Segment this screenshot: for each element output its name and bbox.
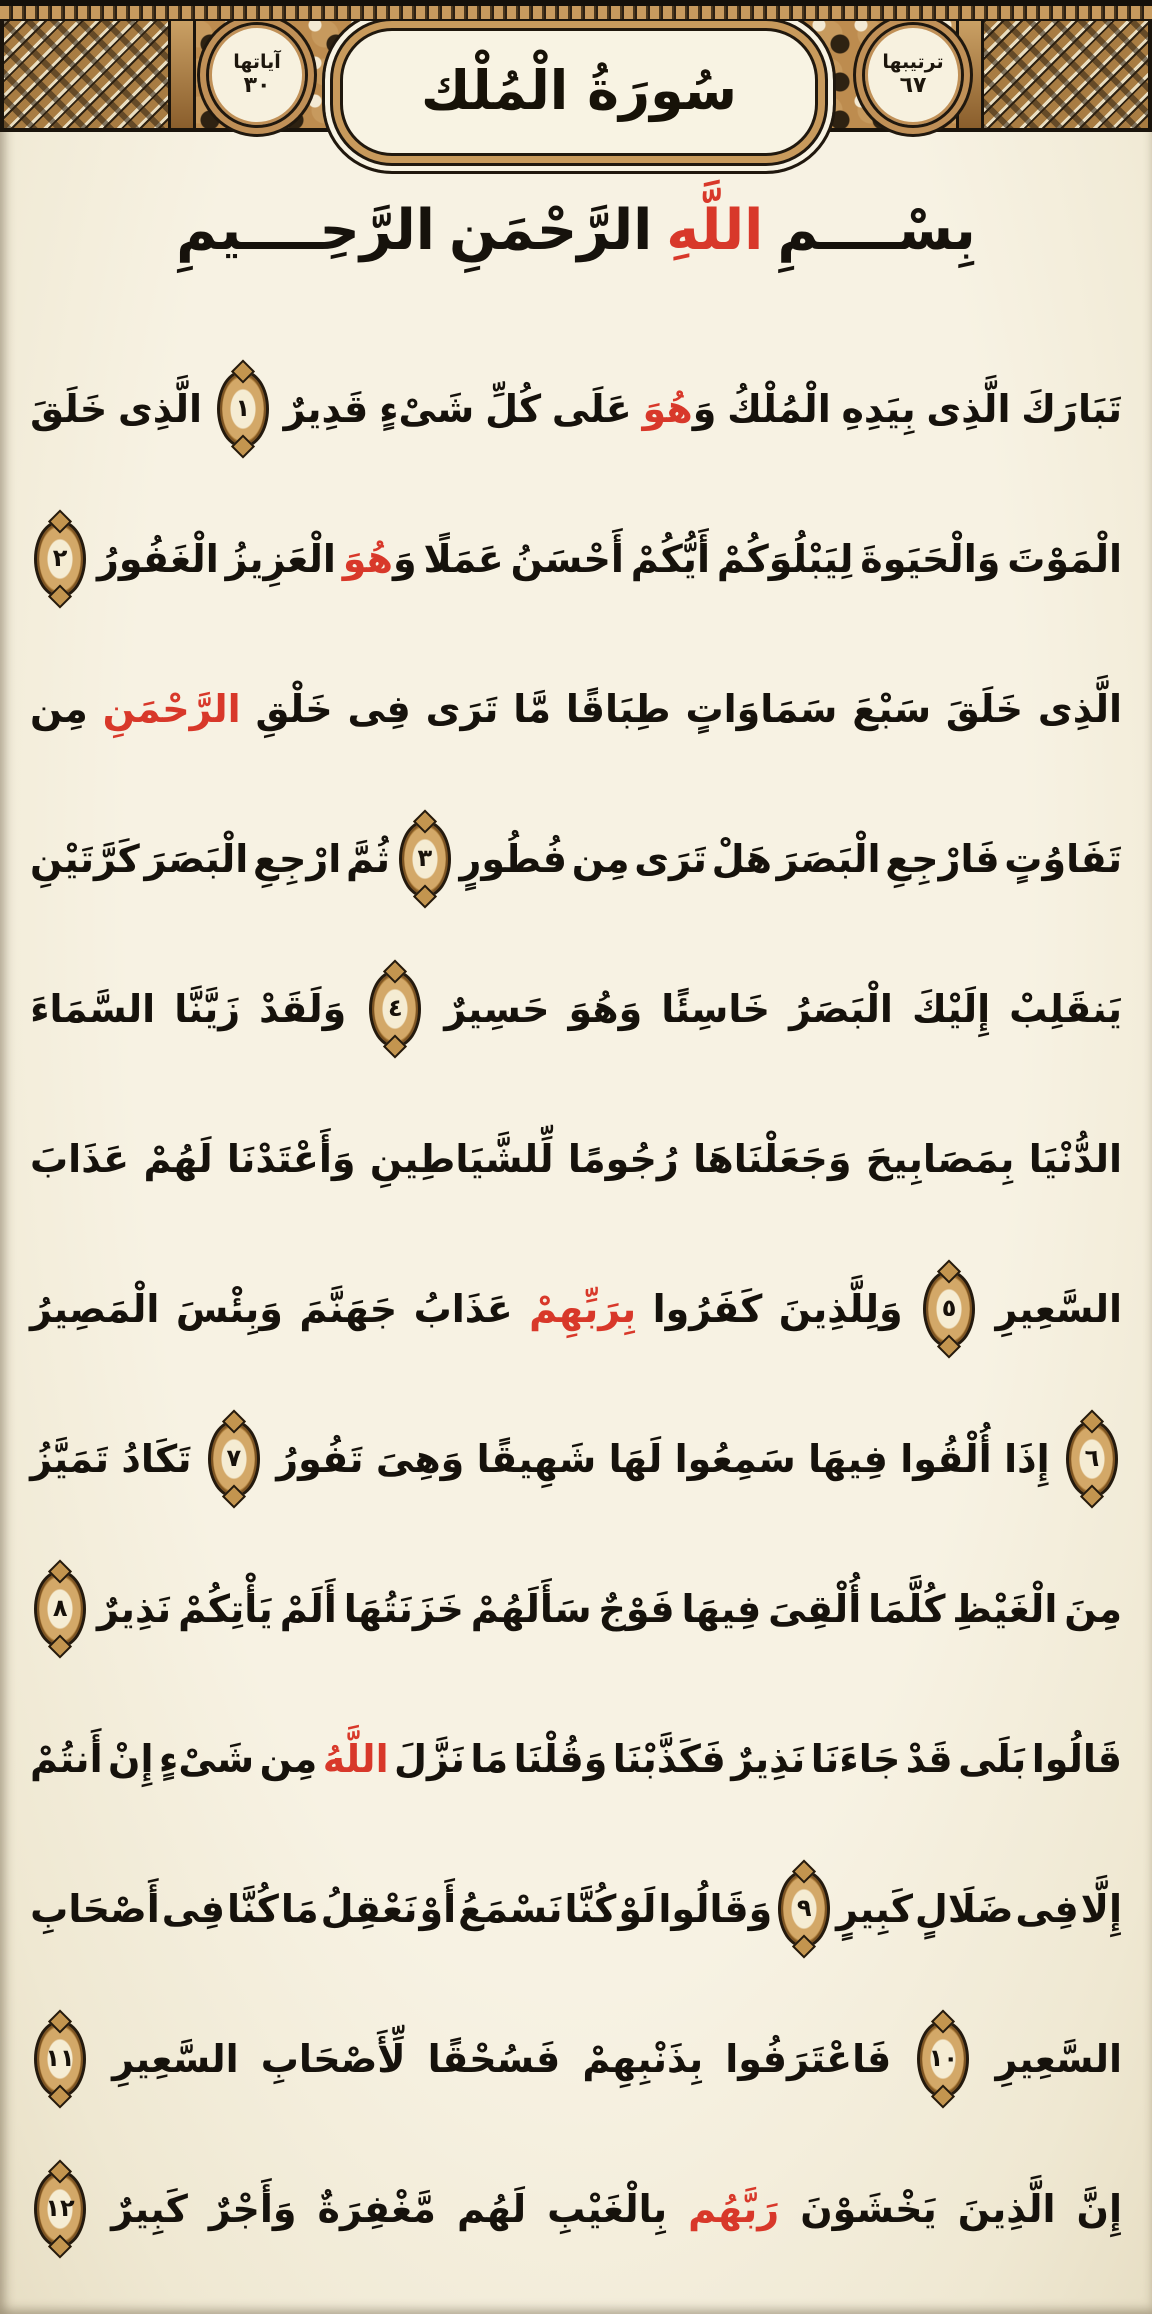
quran-word: الدُّنْيَا [1028,1137,1122,1181]
quran-word: إِلَيْكَ [911,987,991,1031]
ayah-count-label: آياتها [233,50,281,73]
quran-word: تَرَى [634,837,707,881]
quran-word: عَلَى [551,387,632,431]
quran-word: وَلَقَدْ [259,987,347,1031]
quran-word: مَّغْفِرَةٌ [317,2187,436,2231]
quran-word: فِيهَا [681,1587,762,1631]
quran-word: أَوْ [419,1887,457,1931]
quran-line [30,1684,1122,1834]
quran-word: نَذِيرٌ [97,1587,172,1631]
quran-word: وَجَعَلْنَاهَا [693,1137,852,1181]
quran-word: سَمِعُوا [674,1437,796,1481]
quran-word: وَأَجْرٌ [208,2187,297,2231]
quran-word: لَهُم [456,2187,527,2231]
quran-word: شَهِيقًا [476,1437,597,1481]
quran-word: وَالْحَيَوةَ [860,537,1001,581]
verse-number: ١ [235,394,251,422]
quran-line [30,1984,1122,2134]
quran-word: وَهُوَ [342,537,417,581]
quran-word: نَسْمَعُ [458,1887,563,1931]
quran-word: فِيهَا [808,1437,888,1481]
quran-word: مِن [30,687,88,731]
quran-word: فَسُحْقًا [427,2037,561,2081]
surah-order-label: ترتيبها [882,50,944,73]
quran-word: وَهُوَ [568,987,643,1031]
quran-word: تَفَاوُتٍ [1004,837,1122,881]
quran-word: إِلَّا [1080,1887,1122,1931]
quran-word: ثُمَّ [345,837,391,881]
quran-word: الْبَصَرُ [789,987,893,1031]
quran-word: بِذَنْبِهِمْ [582,2037,704,2081]
quran-word: رُجُومًا [567,1137,679,1181]
quran-word: أَلَمْ [279,1587,337,1631]
quran-word: نَزَّلَ [394,1737,465,1781]
quran-word: فَارْجِعِ [885,837,1000,881]
arabesque-ornament-right [980,6,1152,128]
quran-word: زَيَّنَّا [174,987,241,1031]
verse-number: ١٢ [45,2194,75,2222]
quran-word: قَالُوا [1031,1737,1122,1781]
verse-end-marker [399,820,451,898]
quran-word: كُلِّ [485,387,542,431]
quran-word: كُنَّا [564,1887,617,1931]
quran-word: بَلَى [958,1737,1027,1781]
quran-word: خَلَقَ [30,387,108,431]
quran-word: فِى [347,687,411,731]
quran-word: لِيَبْلُوَكُمْ [716,537,854,581]
quran-word: فِى [1015,1887,1079,1931]
quran-word: بِيَدِهِ [841,387,916,431]
verse-number: ١١ [45,2044,75,2072]
quran-word: الْغَفُورُ [96,537,219,581]
quran-line [30,1084,1122,1234]
verse-number: ١٠ [928,2044,959,2072]
quran-word: فُطُورٍ [459,837,568,881]
quran-word: الْبَصَرَ [144,837,249,881]
quran-word: إِنَّ [1076,2187,1122,2231]
quran-word: الَّذِينَ [957,2187,1056,2231]
quran-word: الْمَوْتَ [1007,537,1122,581]
quran-word: كَفَرُوا [652,1287,763,1331]
quran-word: هَلْ [711,837,772,881]
quran-word: بِالْغَيْبِ [547,2187,668,2231]
quran-word: سَمَاوَاتٍ [685,687,838,731]
quran-word: ضَلَالٍ [914,1887,1014,1931]
verse-end-marker [923,1270,975,1348]
quran-word: تَفُورُ [276,1437,364,1481]
quran-word: مِن [259,1737,318,1781]
quran-word: نَعْقِلُ [320,1887,418,1931]
quran-word: بِسْــــمِ [777,197,976,263]
quran-word: مَا [470,1737,509,1781]
verse-end-marker [917,2020,969,2098]
verse-end-marker [369,970,421,1048]
quran-word: كَبِيرٌ [111,2187,188,2231]
verse-end-marker [217,370,269,448]
quran-word: رَبَّهُم [688,2187,780,2231]
quran-word: جَاءَنَا [810,1737,901,1781]
quran-word: وَأَعْتَدْنَا [226,1137,356,1181]
quran-word: كُلَّمَا [868,1587,946,1631]
verse-end-marker [1066,1420,1118,1498]
quran-word: ارْجِعِ [253,837,342,881]
verse-end-marker [34,1570,86,1648]
quran-word: أُلْقُوا [900,1437,992,1481]
quran-word: تَكَادُ [121,1437,192,1481]
quran-word: لِّلشَّيَاطِينِ [369,1137,554,1181]
quran-word: وَهُوَ [642,387,717,431]
quran-word: السَّعِيرِ [995,2037,1122,2081]
quran-word: خَزَنَتُهَا [343,1587,464,1631]
verse-number: ٩ [796,1894,812,1922]
quran-word: سَبْعَ [852,687,932,731]
quran-word: الَّذِى [926,387,1011,431]
quran-word: عَمَلًا [423,537,504,581]
quran-word: كَرَّتَيْنِ [30,837,140,881]
quran-word: عَذَابُ [413,1287,513,1331]
quran-word: مَا [280,1887,319,1931]
verse-end-marker [778,1870,830,1948]
quran-word: فَاعْتَرَفُوا [725,2037,892,2081]
quran-word: قَدِيرٌ [283,387,369,431]
quran-line [30,634,1122,784]
quran-word: فَوْجٌ [598,1587,675,1631]
surah-order-value: ٦٧ [899,72,927,98]
verse-number: ٦ [1084,1444,1100,1472]
quran-word: وَقُلْنَا [513,1737,608,1781]
quran-word: الرَّحْمَنِ [102,687,241,731]
quran-word: الْبَصَرَ [776,837,881,881]
quran-word: أَنتُمْ [30,1737,103,1781]
quran-word: الرَّحِــــيمِ [176,197,435,263]
verse-number: ٥ [941,1294,957,1322]
quran-word: سَأَلَهُمْ [470,1587,592,1631]
quran-word: نَذِيرٌ [731,1737,806,1781]
quran-word: إِنْ [108,1737,154,1781]
quran-word: قَدْ [905,1737,953,1781]
quran-word: فِى [161,1887,226,1931]
verse-end-marker [34,520,86,598]
quran-word: يَأْتِكُمْ [178,1587,273,1631]
verse-number: ٤ [387,994,403,1022]
quran-word: لِّأَصْحَابِ [260,2037,406,2081]
quran-word: مِن [571,837,630,881]
quran-word: الرَّحْمَنِ [448,197,653,263]
quran-word: أَصْحَابِ [30,1887,160,1931]
quran-word: الَّذِى [117,387,203,431]
quran-word: الَّذِى [1037,687,1122,731]
quran-word: إِذَا [1004,1437,1050,1481]
quran-text-block [0,328,1152,2284]
quran-word: أُلْقِىَ [768,1587,862,1631]
quran-word: خَاسِئًا [661,987,771,1031]
quran-word: تَرَى [425,687,499,731]
verse-number: ٨ [52,1594,68,1622]
surah-title-cartouche [322,10,836,174]
quran-word: يَخْشَوْنَ [800,2187,937,2231]
quran-line [30,1834,1122,1984]
surah-title: سُورَةُ الْمُلْك [420,58,738,122]
quran-word: طِبَاقًا [565,687,671,731]
quran-word: الْمُلْكُ [727,387,831,431]
quran-word: عَذَابَ [30,1137,130,1181]
quran-word: الْمَصِيرُ [30,1287,160,1331]
quran-word: السَّعِيرِ [995,1287,1122,1331]
quran-word: تَبَارَكَ [1021,387,1122,431]
verse-number: ٣ [417,844,433,872]
quran-word: شَىْءٍ [379,387,475,431]
quran-word: حَسِيرٌ [444,987,550,1031]
quran-word: وَبِئْسَ [175,1287,283,1331]
verse-number: ٧ [226,1444,242,1472]
quran-word: مِنَ [1064,1587,1122,1631]
quran-word: فَكَذَّبْنَا [612,1737,726,1781]
quran-word: السَّمَاءَ [30,987,156,1031]
quran-line [30,484,1122,634]
ornament-divider-left [168,8,196,128]
quran-line [30,1534,1122,1684]
quran-line [30,784,1122,934]
quran-line [30,1234,1122,1384]
quran-word: لَهَا [608,1437,663,1481]
ayah-count-value: ٣٠ [243,72,271,98]
quran-word: لَهُمْ [143,1137,213,1181]
verse-end-marker [34,2020,86,2098]
quran-line [30,334,1122,484]
verse-number: ٢ [52,544,68,572]
arabesque-ornament-left [0,6,172,128]
quran-word: خَلَقَ [945,687,1024,731]
quran-word: يَنقَلِبْ [1009,987,1122,1031]
quran-word: وَهِىَ [375,1437,465,1481]
quran-word: لَوْ [618,1887,657,1931]
quran-word: اللَّهُ [322,1737,389,1781]
quran-word: خَلْقِ [255,687,333,731]
ayah-count-medallion [206,22,308,128]
quran-word: أَيُّكُمْ [630,537,710,581]
quran-word: مَّا [513,687,552,731]
quran-word: بِمَصَابِيحَ [865,1137,1015,1181]
quran-word: السَّعِيرِ [112,2037,239,2081]
quran-line [30,1384,1122,1534]
quran-word: شَىْءٍ [158,1737,255,1781]
quran-word: كُنَّا [227,1887,279,1931]
quran-line [30,934,1122,1084]
quran-word: وَقَالُوا [658,1887,773,1931]
surah-order-medallion [862,22,964,128]
quran-word: كَبِيرٍ [836,1887,913,1931]
verse-end-marker [34,2170,86,2248]
quran-word: تَمَيَّزُ [30,1437,109,1481]
quran-word: وَلِلَّذِينَ [778,1287,903,1331]
quran-word: أَحْسَنُ [510,537,624,581]
quran-word: الْعَزِيزُ [225,537,336,581]
quran-word: جَهَنَّمَ [299,1287,398,1331]
surah-header-frame [0,0,1152,132]
quran-word: بِرَبِّهِمْ [529,1287,637,1331]
quran-word: الْغَيْظِ [952,1587,1058,1631]
verse-end-marker [208,1420,260,1498]
quran-line [30,2134,1122,2284]
quran-word: اللَّهِ [666,197,764,263]
